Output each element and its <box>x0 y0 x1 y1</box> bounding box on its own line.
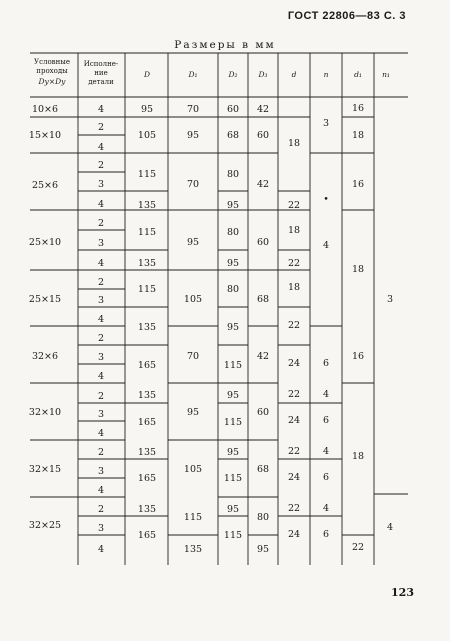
d-cell: 22 <box>287 200 301 211</box>
D3-cell: 60 <box>256 237 270 248</box>
size-cell: 15×10 <box>28 130 62 141</box>
d1-cell: 18 <box>351 264 365 275</box>
D1-column <box>184 104 202 555</box>
D3-cell: 95 <box>256 544 270 555</box>
d1-cell: 18 <box>351 130 365 141</box>
D2-cell: 80 <box>226 227 240 238</box>
D-cell: 115 <box>137 227 157 238</box>
D3-cell: 80 <box>256 512 270 523</box>
n-cell: 6 <box>322 415 330 426</box>
size-cell: 25×10 <box>28 237 62 248</box>
D-cell: 105 <box>137 130 157 141</box>
n-cell: 3 <box>322 118 330 129</box>
variant-cell: 3 <box>97 523 105 534</box>
d1-cell: 16 <box>351 103 365 114</box>
header-d: d <box>291 70 297 79</box>
header-D2: D₂ <box>228 70 238 79</box>
D2-cell: 95 <box>226 258 240 269</box>
D3-cell: 68 <box>256 464 270 475</box>
d1-column <box>352 103 364 553</box>
D2-column <box>224 104 242 541</box>
n-cell: 6 <box>322 472 330 483</box>
D1-cell: 115 <box>183 512 203 523</box>
D2-cell: 95 <box>226 390 240 401</box>
D3-column <box>257 104 269 555</box>
n-cell: 4 <box>322 503 330 514</box>
d1-cell: 16 <box>351 351 365 362</box>
size-cell: 25×6 <box>31 180 59 191</box>
n-cell: 4 <box>322 389 330 400</box>
variant-cell: 2 <box>97 504 105 515</box>
D2-cell: 115 <box>223 417 243 428</box>
D1-cell: 70 <box>186 179 200 190</box>
D1-cell: 95 <box>186 407 200 418</box>
n1-cell: 4 <box>386 522 394 533</box>
D-cell: 165 <box>137 417 157 428</box>
D3-cell: 42 <box>256 104 270 115</box>
header-col2-line3: детали <box>88 78 114 86</box>
D-cell: 165 <box>137 360 157 371</box>
table-caption: Размеры в мм <box>174 39 276 51</box>
D2-cell: 95 <box>226 200 240 211</box>
variant-cell: 2 <box>97 122 105 133</box>
d-cell: 18 <box>287 282 301 293</box>
d-cell: 22 <box>287 258 301 269</box>
size-cell: 32×10 <box>28 407 62 418</box>
header-col1-line1: Условные <box>34 58 70 66</box>
header-n: n <box>323 70 329 79</box>
variant-cell: 2 <box>97 277 105 288</box>
header-col1-line2: проходы <box>36 67 68 75</box>
variant-cell: 3 <box>97 238 105 249</box>
d-cell: 24 <box>287 415 301 426</box>
variant-cell: 2 <box>97 447 105 458</box>
variant-cell: 3 <box>97 179 105 190</box>
D2-cell: 115 <box>223 360 243 371</box>
variant-cell: 4 <box>97 199 105 210</box>
header-n1: n₁ <box>382 70 390 79</box>
size-cell: 32×25 <box>28 520 62 531</box>
size-cell: 32×6 <box>31 351 59 362</box>
D-cell: 95 <box>140 104 154 115</box>
size-cell: 10×6 <box>31 104 59 115</box>
header-d1: d₁ <box>354 70 362 79</box>
d-cell: 22 <box>287 389 301 400</box>
variant-cell: 3 <box>97 409 105 420</box>
D-cell: 135 <box>137 200 157 211</box>
D3-cell: 42 <box>256 179 270 190</box>
header-col2-line1: Исполне- <box>83 60 119 68</box>
D2-cell: 80 <box>226 284 240 295</box>
variant-cell: 4 <box>97 258 105 269</box>
d-cell: 24 <box>287 472 301 483</box>
d1-cell: 16 <box>351 179 365 190</box>
D1-cell: 135 <box>183 544 203 555</box>
D1-cell: 70 <box>186 104 200 115</box>
variant-cell: 3 <box>97 352 105 363</box>
n-cell: 4 <box>322 446 330 457</box>
D-cell: 165 <box>137 530 157 541</box>
D3-cell: 68 <box>256 294 270 305</box>
D2-cell: 95 <box>226 447 240 458</box>
d-cell: 24 <box>287 529 301 540</box>
D-cell: 115 <box>137 284 157 295</box>
variant-cell: 4 <box>97 371 105 382</box>
D2-cell: 60 <box>226 104 240 115</box>
D1-cell: 70 <box>186 351 200 362</box>
D-column <box>138 104 156 541</box>
d-cell: 18 <box>287 138 301 149</box>
D-cell: 115 <box>137 169 157 180</box>
n-dash-mark: • <box>323 194 329 205</box>
variant-cell: 4 <box>97 485 105 496</box>
d1-cell: 22 <box>351 542 365 553</box>
d-column <box>288 138 300 540</box>
size-cell: 25×15 <box>28 294 62 305</box>
n-cell: 6 <box>322 358 330 369</box>
variant-cell: 2 <box>97 218 105 229</box>
header-D3: D₃ <box>258 70 268 79</box>
size-column <box>29 104 61 531</box>
D2-cell: 68 <box>226 130 240 141</box>
D2-cell: 115 <box>223 530 243 541</box>
D3-cell: 60 <box>256 130 270 141</box>
page-header: ГОСТ 22806—83 С. 3 <box>287 10 406 22</box>
d-cell: 18 <box>287 225 301 236</box>
header-D1: D₁ <box>188 70 198 79</box>
D-cell: 135 <box>137 504 157 515</box>
d-cell: 22 <box>287 503 301 514</box>
D1-cell: 95 <box>186 130 200 141</box>
D-cell: 135 <box>137 390 157 401</box>
D2-cell: 115 <box>223 473 243 484</box>
n-cell: 6 <box>322 529 330 540</box>
d-cell: 24 <box>287 358 301 369</box>
variant-cell: 4 <box>97 544 105 555</box>
D1-cell: 105 <box>183 294 203 305</box>
D-cell: 165 <box>137 473 157 484</box>
variant-cell: 2 <box>97 391 105 402</box>
D-cell: 135 <box>137 322 157 333</box>
variant-cell: 2 <box>97 333 105 344</box>
D3-cell: 60 <box>256 407 270 418</box>
n-column <box>323 118 329 540</box>
D-cell: 135 <box>137 447 157 458</box>
D2-cell: 95 <box>226 322 240 333</box>
page-number: 123 <box>391 586 414 599</box>
header-col2-line2: ние <box>94 69 108 77</box>
variant-cell: 4 <box>97 104 105 115</box>
d-cell: 22 <box>287 446 301 457</box>
table-header <box>34 58 390 86</box>
header-D: D <box>143 70 151 79</box>
variant-cell: 3 <box>97 295 105 306</box>
n1-cell: 3 <box>386 294 394 305</box>
variant-cell: 3 <box>97 466 105 477</box>
variant-cell: 4 <box>97 428 105 439</box>
D2-cell: 80 <box>226 169 240 180</box>
size-cell: 32×15 <box>28 464 62 475</box>
D2-cell: 95 <box>226 504 240 515</box>
n1-column <box>387 294 393 533</box>
D3-cell: 42 <box>256 351 270 362</box>
d-cell: 22 <box>287 320 301 331</box>
header-col1-line3: Dу×Dу <box>38 77 66 86</box>
variant-cell: 4 <box>97 314 105 325</box>
variant-cell: 4 <box>97 142 105 153</box>
n-cell: 4 <box>322 240 330 251</box>
D1-cell: 95 <box>186 237 200 248</box>
D1-cell: 105 <box>183 464 203 475</box>
D-cell: 135 <box>137 258 157 269</box>
d1-cell: 18 <box>351 451 365 462</box>
variant-cell: 2 <box>97 160 105 171</box>
